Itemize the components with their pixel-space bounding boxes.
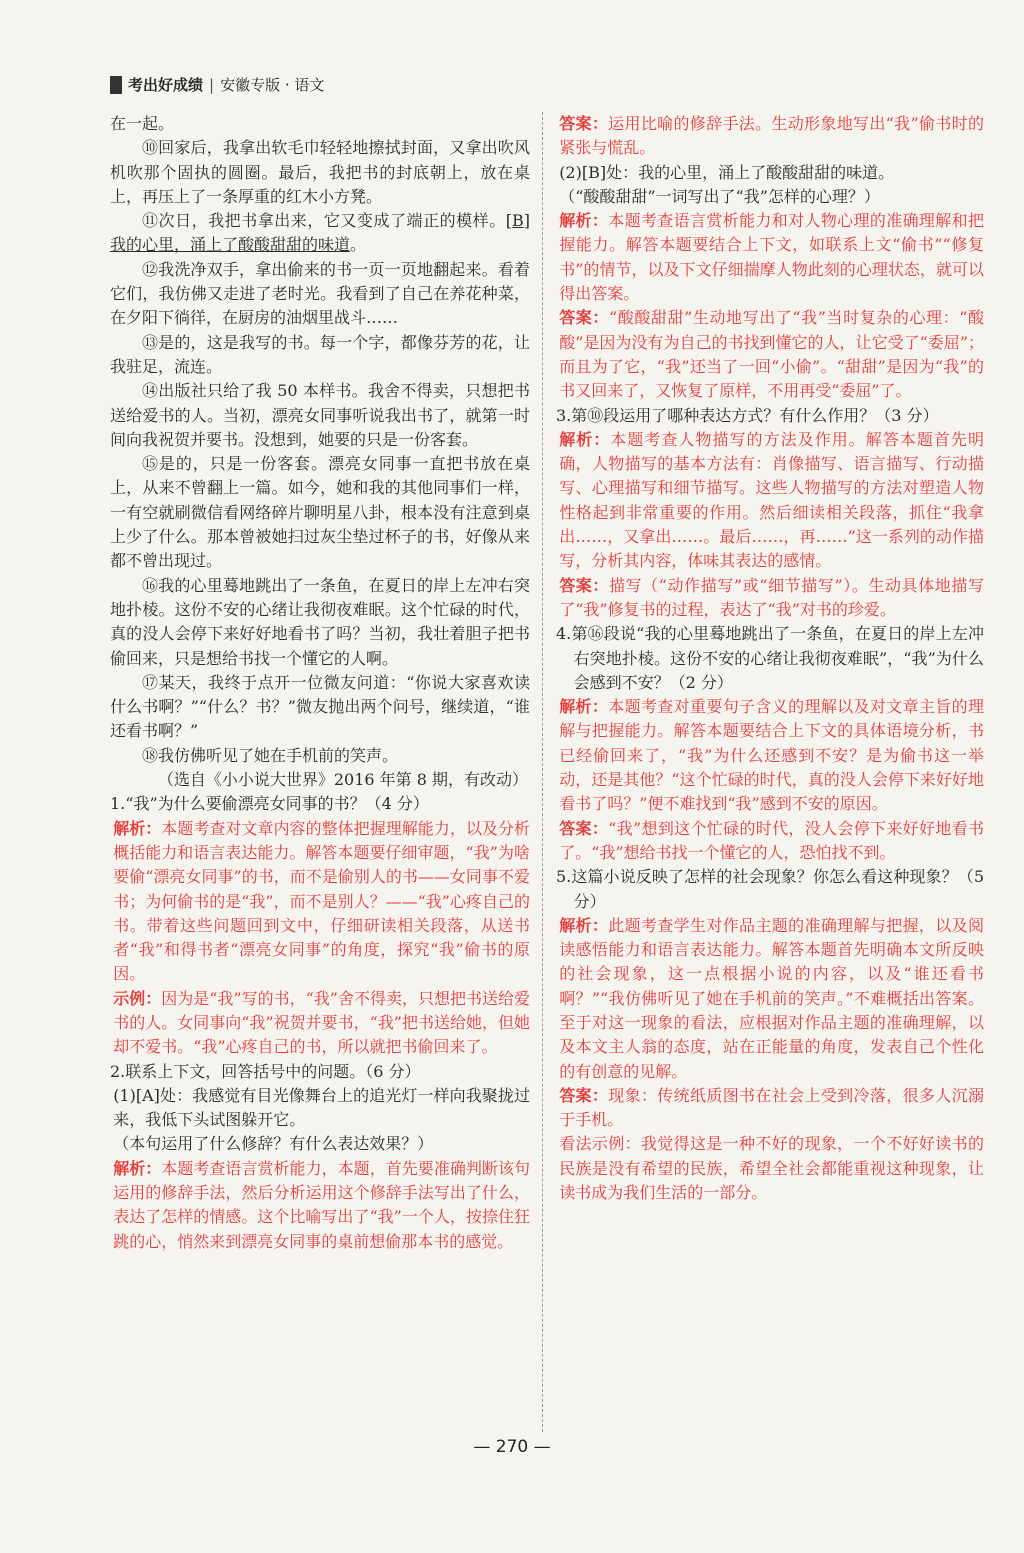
q4-analysis	[556, 695, 984, 816]
passage-p15: ⑮是的，只是一份客套。漂亮女同事一直把书放在桌上，从来不曾翻上一篇。如今，她和我的其他同事们一样，一有空就刷微信看网络碎片聊明星八卦，根本没有注意到桌上少了什么。那本曾被她扫过灰尘垫过杯子的书，好像从来都不曾出现过。	[110, 454, 530, 571]
passage-p0: 在一起。	[110, 114, 175, 133]
q5-answer-label: 答案：	[559, 1085, 609, 1105]
q1-example-label: 示例：	[113, 988, 162, 1008]
passage-p11-b-underlined: [B]我的心里，涌上了酸酸甜甜的味道	[110, 211, 530, 255]
q5-question: 5.这篇小说反映了怎样的社会现象？你怎么看这种现象？（5 分）	[556, 867, 984, 911]
column-divider	[542, 112, 543, 1432]
passage-p16: ⑯我的心里蓦地跳出了一条鱼，在夏日的岸上左冲右突地扑棱。这份不安的心绪让我彻夜难眠。这个忙碌的时代，真的没人会停下来好好地看书了吗？当初，我壮着胆子把书偷回来，只是想给书找一个懂它的人啊。	[110, 575, 530, 668]
q3-question: 3.第⑩段运用了哪种表达方式？有什么作用？（3 分）	[556, 405, 939, 425]
page-number: — 270 —	[473, 1437, 551, 1457]
q5-view: 看法示例：我觉得这是一种不好的现象，一个不好好读书的民族是没有希望的民族，希望全社会都能重视这种现象，让读书成为我们生活的一部分。	[559, 1134, 984, 1203]
q2-analysis1	[110, 1157, 530, 1254]
q2-question: 2.联系上下文，回答括号中的问题。（6 分）	[110, 1061, 421, 1081]
series-brand: 考出好成绩	[128, 76, 204, 94]
passage-p11-a: ⑪次日，我把书拿出来，它又变成了端正的模样。	[142, 211, 506, 231]
q4-answer-text: “我”想到这个忙碌的时代，没人会停下来好好地看书了。“我”想给书找一个懂它的人，恐怕找不到。	[559, 818, 984, 862]
q1-example-text: 因为是“我”写的书，“我”舍不得卖，只想把书送给爱书的人。女同事向“我”祝贺并要书，“我”把书送给她，但她却不爱书。“我”心疼自己的书，所以就把书偷回来了。	[113, 988, 530, 1057]
q3-analysis	[556, 428, 984, 574]
passage-p17: ⑰某天，我终于点开一位微友问道：“你说大家喜欢读什么书啊？”“什么？书？”微友抛出两个问号，继续道，“谁还看书啊？”	[110, 672, 530, 741]
q2-answer1-text: 运用比喻的修辞手法。生动形象地写出“我”偷书时的紧张与慌乱。	[559, 114, 984, 158]
q5-analysis	[556, 914, 984, 1084]
q1-analysis	[110, 817, 530, 987]
q1-question: 1.“我”为什么要偷漂亮女同事的书？（4 分）	[110, 794, 429, 814]
q2-answer2	[556, 306, 984, 403]
q3-analysis-label: 解析：	[559, 429, 611, 449]
q2-analysis2-label: 解析：	[559, 211, 609, 231]
q3-answer-text: 描写（“动作描写”或“细节描写”）。生动具体地描写了“我”修复书的过程，表达了“我”对书的珍爱。	[559, 575, 984, 619]
q2-analysis1-label: 解析：	[113, 1158, 162, 1178]
q2-answer2-label: 答案：	[559, 308, 609, 328]
q2-analysis2	[556, 209, 984, 306]
q4-analysis-text: 本题考查对重要句子含义的理解以及对文章主旨的理解与把握能力。解答本题要结合上下文的具体语境分析，书已经偷回来了，“我”为什么还感到不安？是为偷书这一举动，还是其他？“这个忙碌的时代，真的没人会停下来好好地看书了吗？”便不难找到“我”感到不安的原因。	[559, 697, 984, 814]
q5-analysis-text: 此题考查学生对作品主题的准确理解与把握，以及阅读感悟能力和语言表达能力。解答本题首先明确本文所反映的社会现象，这一点根据小说的内容，以及“谁还看书啊？”“我仿佛听见了她在手机前的笑声。”不难概括出答案。至于对这一现象的看法，应根据对作品主题的准确理解，以及本文主人翁的态度，站在正能量的角度，发表自己个性化的有创意的见解。	[559, 915, 984, 1081]
passage-p13: ⑬是的，这是我写的书。每一个字，都像芬芳的花，让我驻足，流连。	[110, 332, 530, 376]
q3-answer	[556, 574, 984, 623]
q5-analysis-label: 解析：	[559, 915, 609, 935]
q2-answer1-label: 答案：	[559, 114, 609, 133]
passage-p18: ⑱我仿佛听见了她在手机前的笑声。	[142, 745, 399, 765]
left-column	[110, 112, 530, 1254]
q2-part1-question: （本句运用了什么修辞？有什么表达效果？）	[113, 1134, 434, 1154]
passage-p11	[110, 209, 530, 258]
q4-answer	[556, 817, 984, 866]
page-header	[110, 74, 324, 95]
q1-analysis-label: 解析：	[113, 818, 162, 838]
q2-analysis1-text: 本题考查语言赏析能力，本题，首先要准确判断该句运用的修辞手法，然后分析运用这个修辞手法写出了什么，表达了怎样的情感。这个比喻写出了“我”一个人，按捺住狂跳的心，悄然来到漂亮女同事的桌前想偷那本书的感觉。	[113, 1158, 530, 1251]
series-edition: 安徽专版 · 语文	[220, 76, 325, 94]
q3-analysis-text: 本题考查人物描写的方法及作用。解答本题首先明确，人物描写的基本方法有：肖像描写、语言描写、行动描写、心理描写和细节描写。这些人物描写的方法对塑造人物性格起到非常重要的作用。然后细读相关段落，抓住“我拿出……，又拿出……。最后……，再……”这一系列的动作描写，分析其内容，体味其表达的感情。	[559, 429, 984, 571]
q2-part1: (1)[A]处：我感觉有目光像舞台上的追光灯一样向我聚拢过来，我低下头试图躲开它。	[113, 1085, 530, 1130]
q1-analysis-text: 本题考查对文章内容的整体把握理解能力，以及分析概括能力和语言表达能力。解答本题要仔细审题，“我”为啥要偷“漂亮女同事”的书，而不是偷别人的书——女同事不爱书；为何偷书的是“我”，而不是别人？——“我”心疼自己的书。带着这些问题回到文中，仔细研读相关段落，从送书者“我”和得书者“漂亮女同事”的角度，探究“我”偷书的原因。	[113, 818, 530, 984]
q4-question: 4.第⑯段说“我的心里蓦地跳出了一条鱼，在夏日的岸上左冲右突地扑棱。这份不安的心绪让我彻夜难眠”，“我”为什么会感到不安？（2 分）	[556, 624, 984, 692]
q2-part2-question: （“酸酸甜甜”一词写出了“我”怎样的心理？）	[559, 186, 880, 206]
q4-answer-label: 答案：	[559, 818, 609, 838]
q1-example	[110, 987, 530, 1060]
book-icon	[110, 76, 122, 94]
q2-part2: (2)[B]处：我的心里，涌上了酸酸甜甜的味道。	[559, 162, 895, 182]
passage-p10: ⑩回家后，我拿出软毛巾轻轻地擦拭封面，又拿出吹风机吹那个固执的圆圈。最后，我把书的封底朝上，放在桌上，再压上了一条厚重的红木小方凳。	[110, 138, 530, 206]
q2-analysis2-text: 本题考查语言赏析能力和对人物心理的准确理解和把握能力。解答本题要结合上下文，如联系上文“偷书”“修复书”的情节，以及下文仔细揣摩人物此刻的心理状态，就可以得出答案。	[559, 211, 984, 304]
q3-answer-label: 答案：	[559, 575, 609, 595]
passage-p14: ⑭出版社只给了我 50 本样书。我舍不得卖，只想把书送给爱书的人。当初，漂亮女同事听说我出书了，就第一时间向我祝贺并要书。没想到，她要的只是一份客套。	[110, 381, 530, 449]
q4-analysis-label: 解析：	[559, 697, 609, 717]
q2-answer1	[556, 112, 984, 161]
passage-source: （选自《小小说大世界》2016 年第 8 期，有改动）	[157, 770, 528, 790]
q5-answer	[556, 1084, 984, 1133]
q5-answer-text: 现象：传统纸质图书在社会上受到冷落，很多人沉溺于手机。	[559, 1085, 984, 1130]
passage-p11-c: 。	[350, 235, 367, 255]
header-separator: |	[209, 75, 215, 94]
right-column	[556, 112, 984, 1205]
q2-answer2-text: “酸酸甜甜”生动地写出了“我”当时复杂的心理：“酸酸”是因为没有为自己的书找到懂它的人，让它受了“委屈”；而且为了它，“我”还当了一回“小偷”。“甜甜”是因为“我”的书又回来了，又恢复了原样，不用再受“委屈”了。	[559, 308, 984, 401]
passage-p12: ⑫我洗净双手，拿出偷来的书一页一页地翻起来。看着它们，我仿佛又走进了老时光。我看到了自己在养花种菜，在夕阳下徜徉，在厨房的油烟里战斗……	[110, 259, 530, 328]
